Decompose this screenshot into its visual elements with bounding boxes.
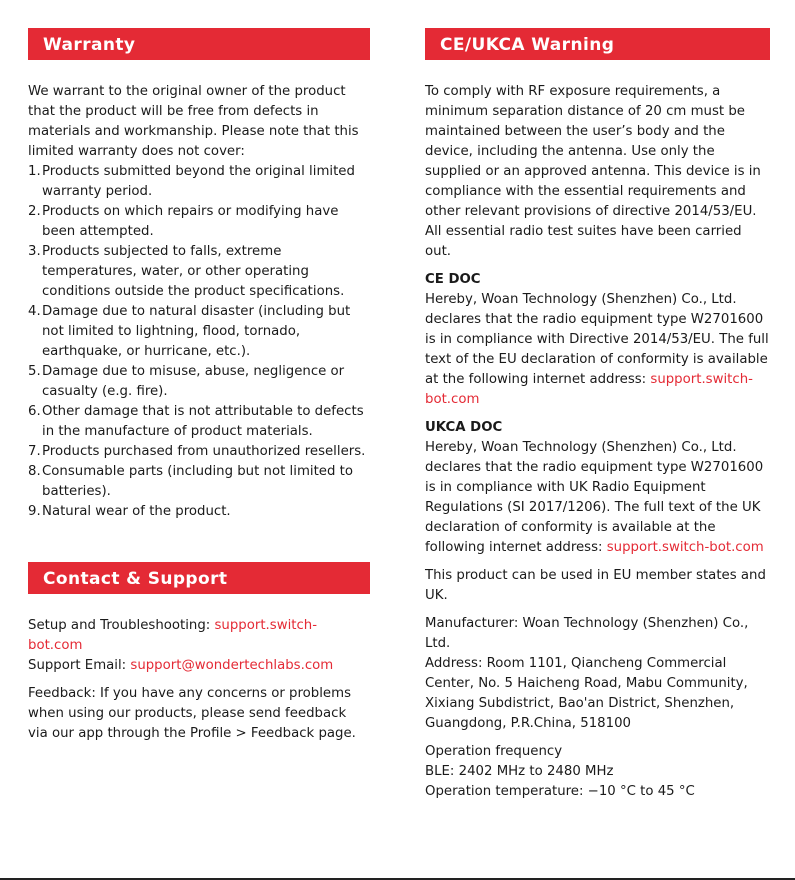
ukca-doc-text: Hereby, Woan Technology (Shenzhen) Co., Ltd. declares that the radio equipment type W2701600 is in compliance with UK Radio Equipment Regulations (SI 2017/1206). The full text of the UK declaration of conformity is available at the following internet address: support.switch-bot.com (425, 440, 764, 555)
manufacturer-text: Manufacturer: Woan Technology (Shenzhen) Co., Ltd. (425, 616, 749, 651)
left-column (28, 28, 370, 744)
ukca-doc-link[interactable]: support.switch-bot.com (606, 540, 764, 555)
list-item: 2.Products on which repairs or modifying have been attempted. (28, 204, 339, 239)
setup-link[interactable]: support.switch-bot.com (28, 618, 318, 653)
usage-text: This product can be used in EU member states and UK. (425, 568, 766, 603)
setup-label: Setup and Troubleshooting: (28, 618, 215, 633)
support-email-link[interactable]: support@wondertechlabs.com (130, 658, 334, 673)
ce-doc-heading: CE DOC (425, 272, 481, 287)
address-text: Address: Room 1101, Qiancheng Commercial Center, No. 5 Haicheng Road, Mabu Community, Xixiang Subdistrict, Bao'an District, Shenzhen, Guangdong, P.R.China, 518100 (425, 656, 748, 731)
list-item: 8.Consumable parts (including but not limited to batteries). (28, 464, 353, 499)
list-item: 6.Other damage that is not attributable to defects in the manufacture of product materials. (28, 404, 364, 439)
list-item: 7.Products purchased from unauthorized resellers. (28, 444, 366, 459)
operation-frequency-label: Operation frequency (425, 744, 563, 759)
warranty-heading: Warranty (28, 28, 370, 60)
email-label: Support Email: (28, 658, 131, 673)
list-item: 1.Products submitted beyond the original limited warranty period. (28, 164, 355, 199)
ukca-doc-heading: UKCA DOC (425, 420, 503, 435)
feedback-text: Feedback: If you have any concerns or problems when using our products, please send feedback via our app through the Profile > Feedback page. (28, 686, 356, 741)
setup-line (28, 616, 370, 656)
list-item: 3.Products subjected to falls, extreme temperatures, water, or other operating conditions outside the product specifications. (28, 244, 345, 299)
list-item: 9.Natural wear of the product. (28, 504, 231, 519)
warranty-intro: We warrant to the original owner of the product that the product will be free from defects in materials and workmanship. Please note that this limited warranty does not cover: (28, 84, 359, 159)
list-item: 5.Damage due to misuse, abuse, negligence or casualty (e.g. fire). (28, 364, 345, 399)
ce-doc-text: Hereby, Woan Technology (Shenzhen) Co., Ltd. declares that the radio equipment type W2701600 is in compliance with Directive 2014/53/EU. The full text of the EU declaration of conformity is available at the following internet address: support.switch-bot.com (425, 292, 769, 407)
ble-frequency: BLE: 2402 MHz to 2480 MHz (425, 764, 614, 779)
list-item: 4.Damage due to natural disaster (including but not limited to lightning, flood, tornado, earthquake, or hurricane, etc.). (28, 304, 351, 359)
rf-exposure-text: To comply with RF exposure requirements, a minimum separation distance of 20 cm must be maintained between the user’s body and the device, including the antenna. Use only the supplied or an approved antenna. This device is in compliance with the essential requirements and other relevant provisions of directive 2014/53/EU. All essential radio test suites have been carried out. (425, 84, 761, 259)
right-column (425, 28, 770, 802)
operation-temperature: Operation temperature: −10 °C to 45 °C (425, 784, 695, 799)
email-line (28, 656, 370, 676)
contact-support-heading: Contact & Support (28, 562, 370, 594)
ce-ukca-heading: CE/UKCA Warning (425, 28, 770, 60)
warranty-exclusions-list (28, 162, 370, 522)
ce-doc-link[interactable]: support.switch-bot.com (425, 372, 753, 407)
